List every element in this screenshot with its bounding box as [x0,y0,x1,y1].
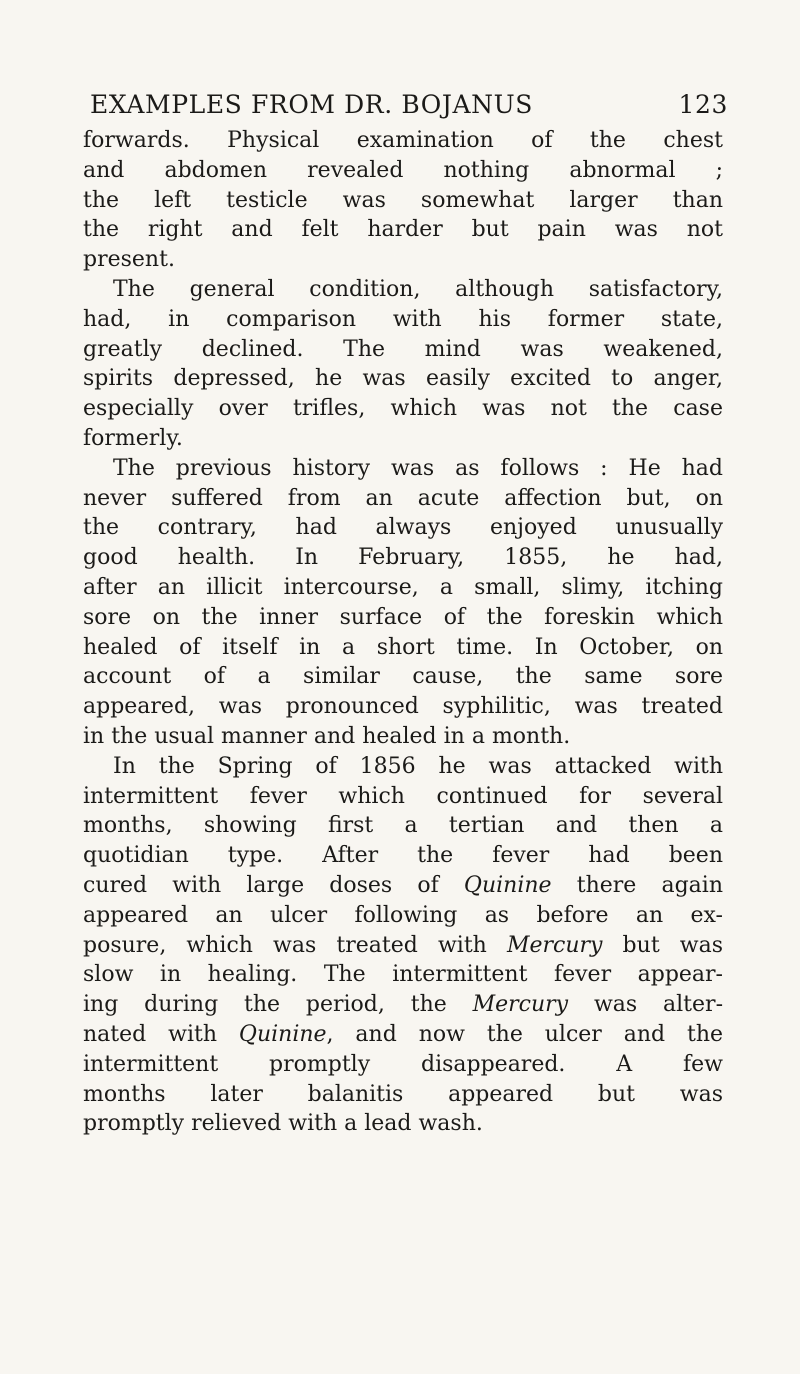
text-line: nated with Quinine, and now the ulcer and the [83,1021,724,1047]
text-line: In the Spring of 1856 he was attacked with [113,753,723,779]
text-line: slow in healing. The intermittent fever appear- [83,962,723,988]
text-line: quotidian type. After the fever had been [83,843,723,869]
text-line: after an illicit intercourse, a small, slimy, itching [83,574,723,600]
text-line: formerly. [83,425,183,451]
text-line: months later balanitis appeared but was [83,1081,723,1107]
running-header [83,90,728,122]
text-line: present. [83,247,175,273]
text-line: good health. In February, 1855, he had, [83,545,723,571]
text-line: intermittent promptly disappeared. A few [83,1051,723,1077]
text-line: spirits depressed, he was easily excited to anger, [83,366,723,392]
text-line: the right and felt harder but pain was not [83,217,723,243]
text-line: appeared an ulcer following as before an ex- [83,902,723,928]
body-text [83,126,723,1139]
text-line: account of a similar cause, the same sore [83,664,723,690]
text-line: the left testicle was somewhat larger than [83,187,723,213]
text-line: cured with large doses of Quinine there again [83,872,723,898]
text-line: healed of itself in a short time. In October, on [83,634,723,660]
text-line: had, in comparison with his former state, [83,306,723,332]
page-number: 123 [678,90,728,119]
text-line: the contrary, had always enjoyed unusually [83,515,723,541]
text-line: The previous history was as follows : He had [113,455,723,481]
text-line: appeared, was pronounced syphilitic, was treated [83,694,723,720]
text-line: posure, which was treated with Mercury but was [83,932,724,958]
text-line: in the usual manner and healed in a month. [83,723,571,749]
header-title: EXAMPLES FROM DR. BOJANUS [90,90,534,119]
text-line: ing during the period, the Mercury was alter- [83,992,723,1018]
text-line: intermittent fever which continued for several [83,783,723,809]
text-line: forwards. Physical examination of the chest [83,128,723,153]
text-line: promptly relieved with a lead wash. [83,1111,483,1137]
text-line: months, showing first a tertian and then a [83,813,723,839]
text-line: especially over trifles, which was not the case [83,396,723,422]
text-line: greatly declined. The mind was weakened, [83,336,723,362]
text-line: sore on the inner surface of the foreskin which [83,604,723,630]
text-line: and abdomen revealed nothing abnormal ; [83,157,723,183]
text-line: The general condition, although satisfactory, [113,276,723,302]
text-line: never suffered from an acute affection but, on [83,485,723,511]
